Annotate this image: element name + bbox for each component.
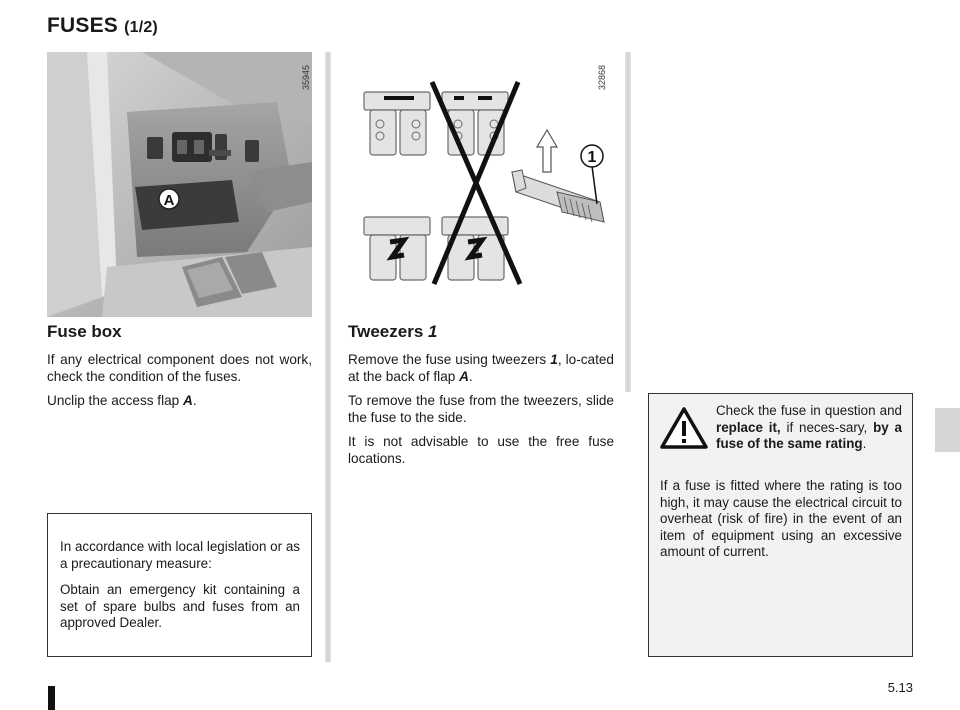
fuse-box-section — [47, 322, 312, 418]
warning-para2: If a fuse is fitted where the rating is too high, it may cause the electrical circuit to overheat (risk of fire) in the event of an item of equipment using an excessive amount of current. — [660, 478, 902, 559]
warning-triangle-icon — [659, 406, 709, 450]
tweezers-heading-num: 1 — [428, 322, 438, 341]
warning-para1 — [716, 403, 902, 453]
tw-flag: A — [459, 368, 469, 384]
fuse-box-photo — [47, 52, 312, 317]
page-number: 5.13 — [887, 680, 913, 695]
fuse-tweezers-illustration — [342, 52, 612, 317]
note-para2: Obtain an emergency kit containing a set of spare bulbs and fuses from an approved Dealer. — [60, 582, 300, 630]
tweezers-heading-text: Tweezers — [348, 322, 424, 341]
callout-a: A — [163, 192, 175, 209]
flag-a-ref: A — [183, 393, 193, 408]
figure-ref-left: 35945 — [301, 64, 311, 90]
fuse-box-para1: If any electrical component does not work, check the condition of the fuses. — [47, 352, 312, 384]
warn-a: Check the fuse in question and — [716, 403, 902, 418]
warning-box — [648, 393, 913, 657]
figure-ref-right: 32868 — [597, 64, 607, 90]
tw-text-b: , lo-cated at the back of flap — [348, 352, 614, 384]
title-part: (1/2) — [124, 19, 158, 36]
warn-c: if neces-sary, — [780, 419, 874, 435]
callout-1: 1 — [587, 149, 597, 166]
fuse-box-heading: Fuse box — [47, 322, 122, 341]
tw-text-a: Remove the fuse using tweezers — [348, 352, 551, 367]
note-box — [47, 513, 312, 657]
warn-b: replace it, — [716, 419, 781, 435]
column-divider-left — [325, 52, 331, 662]
para2-end: . — [192, 393, 197, 408]
corner-mark — [48, 686, 55, 710]
tweezers-para3: It is not advisable to use the free fuse locations. — [348, 434, 614, 466]
tweezers-section — [348, 322, 614, 475]
column-divider-right — [625, 52, 631, 392]
tweezers-para1 — [348, 352, 614, 385]
fuse-diagram — [342, 52, 612, 317]
tw-text-c: . — [468, 368, 473, 384]
dashboard-illustration — [47, 52, 312, 317]
page-title — [47, 14, 158, 38]
warn-d: by a fuse of the same rating — [716, 419, 902, 451]
para2-text: Unclip the access flap — [47, 393, 184, 408]
chapter-tab — [935, 408, 960, 452]
tweezers-heading — [348, 322, 614, 342]
tweezers-para2: To remove the fuse from the tweezers, slide the fuse to the side. — [348, 393, 614, 425]
title-main: FUSES — [47, 14, 119, 37]
tw-num: 1 — [550, 352, 558, 367]
fuse-box-para2 — [47, 393, 312, 410]
note-para1: In accordance with local legislation or as a precautionary measure: — [60, 539, 300, 571]
warn-e: . — [862, 436, 867, 451]
